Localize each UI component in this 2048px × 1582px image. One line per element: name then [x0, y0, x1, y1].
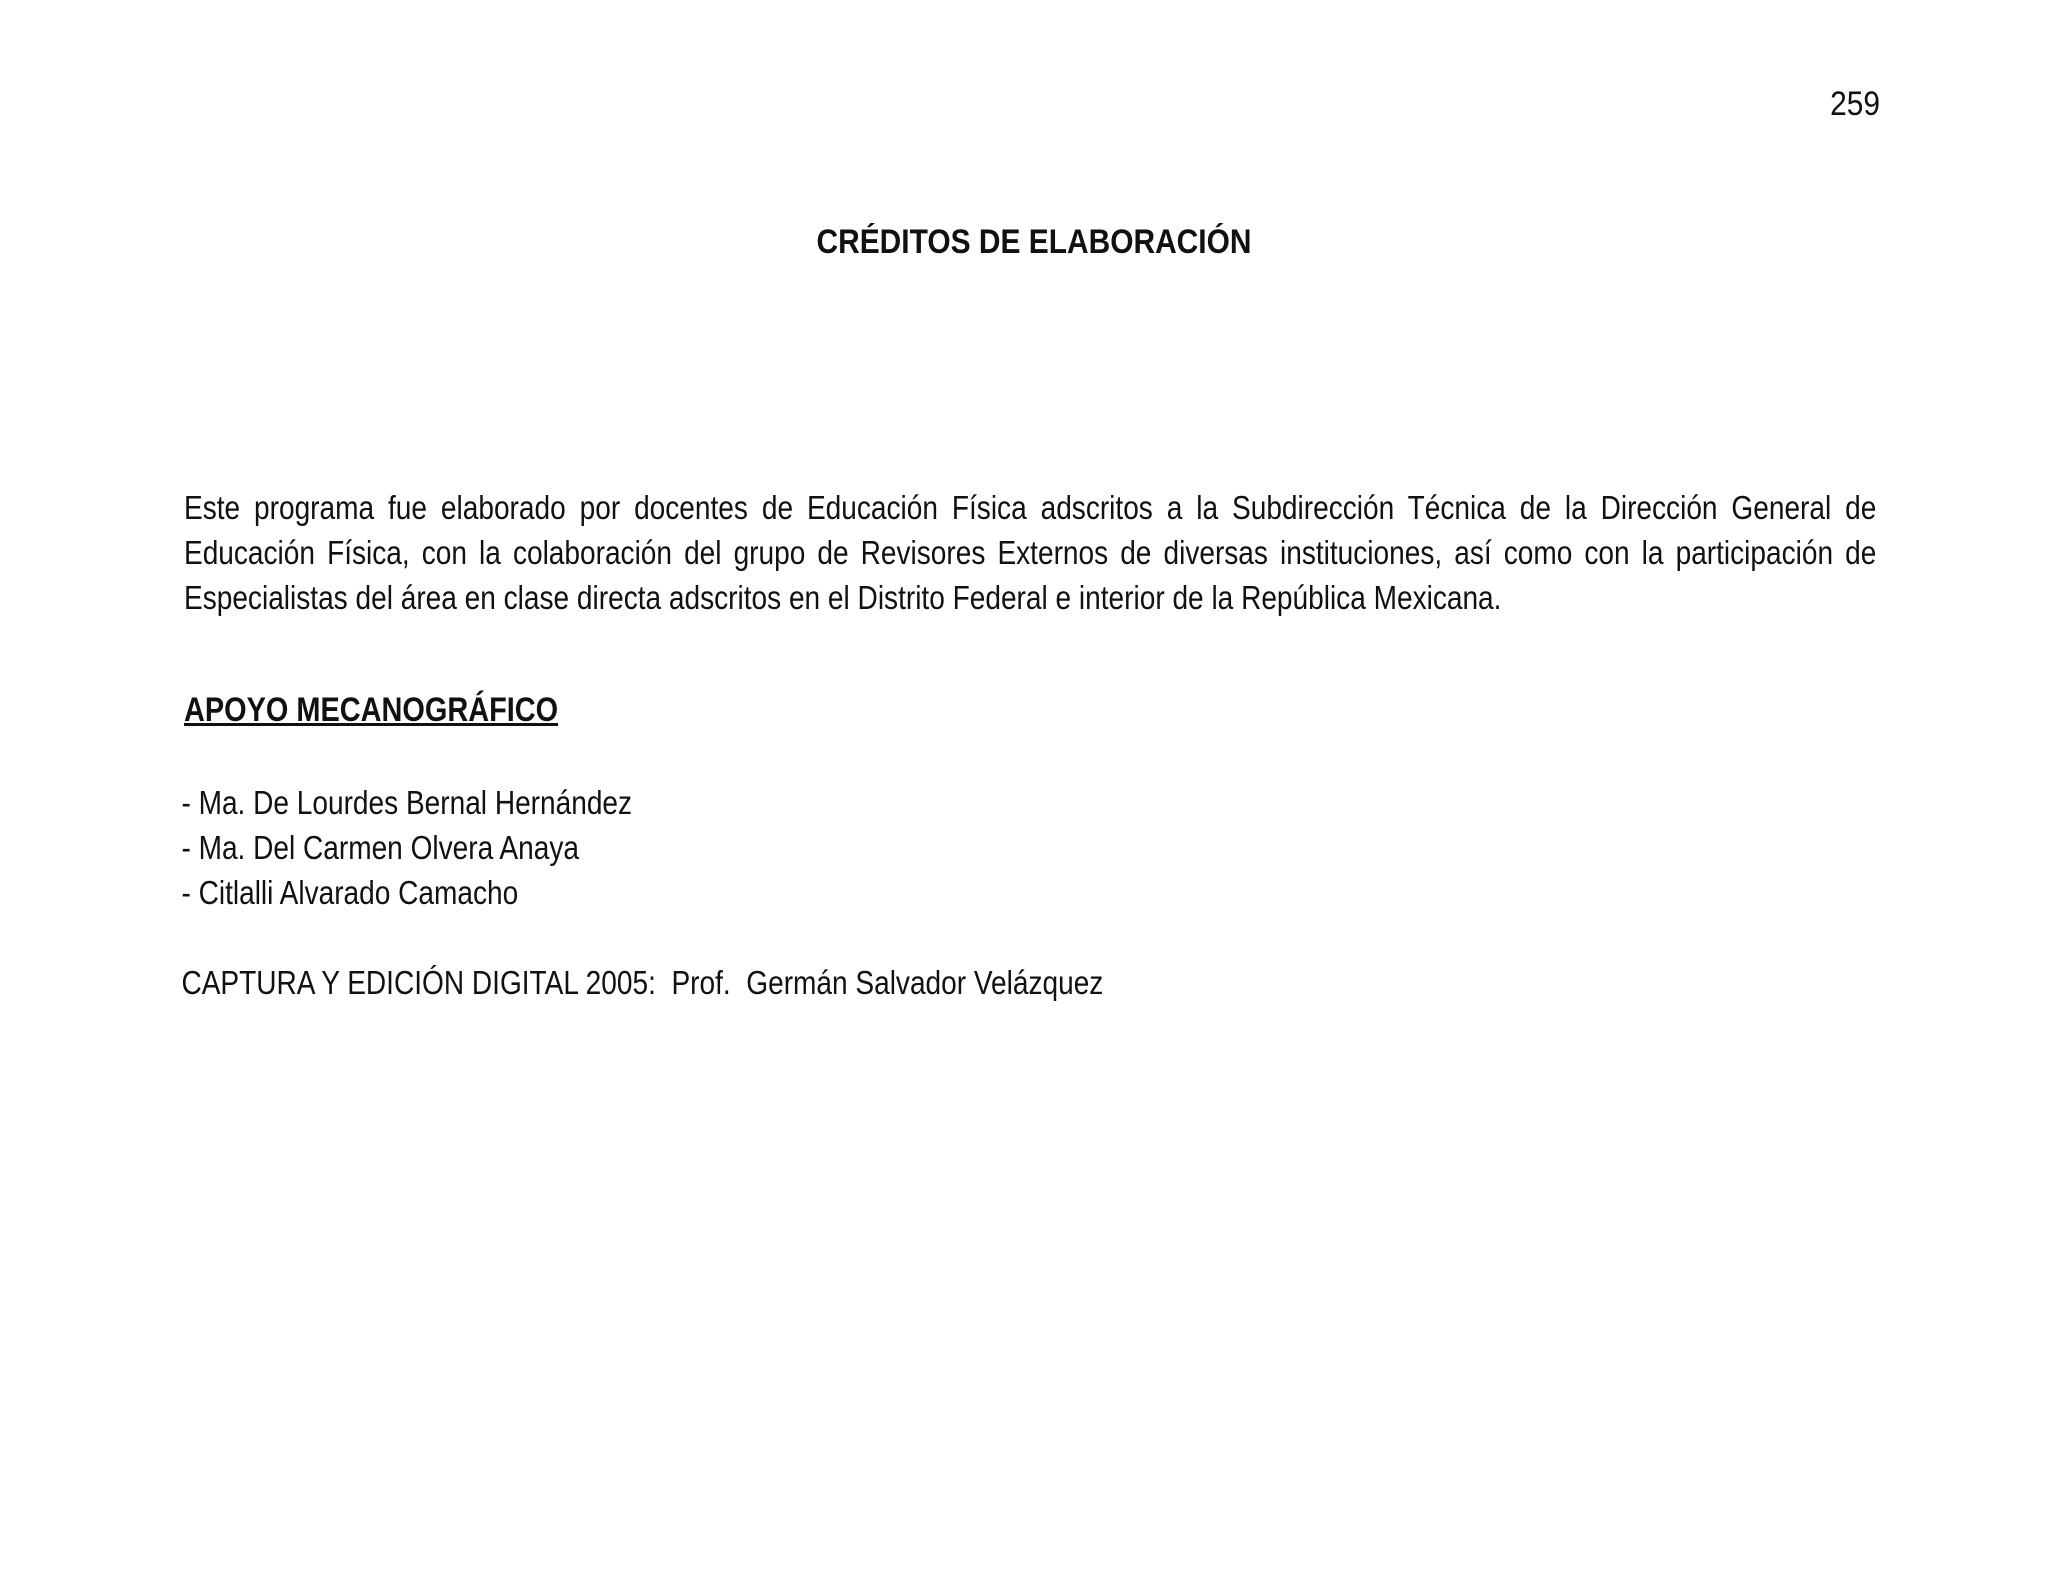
page-number: 259 [1830, 85, 1880, 123]
intro-paragraph: Este programa fue elaborado por docentes de Educación Física adscritos a la Subdirección Técnica de la Dirección General de Educación Física, con la colaboración del grupo de Revisores Externos de diversas instituciones, así como con la participación de Especialistas del área en clase directa adscritos en el Distrito Federal e interior de la República Mexicana. [184, 489, 1877, 616]
list-item: - Citlalli Alvarado Camacho [181, 874, 519, 911]
typing-support-list [181, 780, 1876, 915]
typing-support-heading: APOYO MECANOGRÁFICO [184, 691, 559, 729]
page-title: CRÉDITOS DE ELABORACIÓN [816, 223, 1252, 261]
document-body [181, 485, 1877, 1005]
list-item: - Ma. Del Carmen Olvera Anaya [181, 829, 579, 866]
digital-capture-credit: CAPTURA Y EDICIÓN DIGITAL 2005: Prof. Germán Salvador Velázquez [181, 964, 1104, 1001]
list-item: - Ma. De Lourdes Bernal Hernández [181, 784, 633, 821]
